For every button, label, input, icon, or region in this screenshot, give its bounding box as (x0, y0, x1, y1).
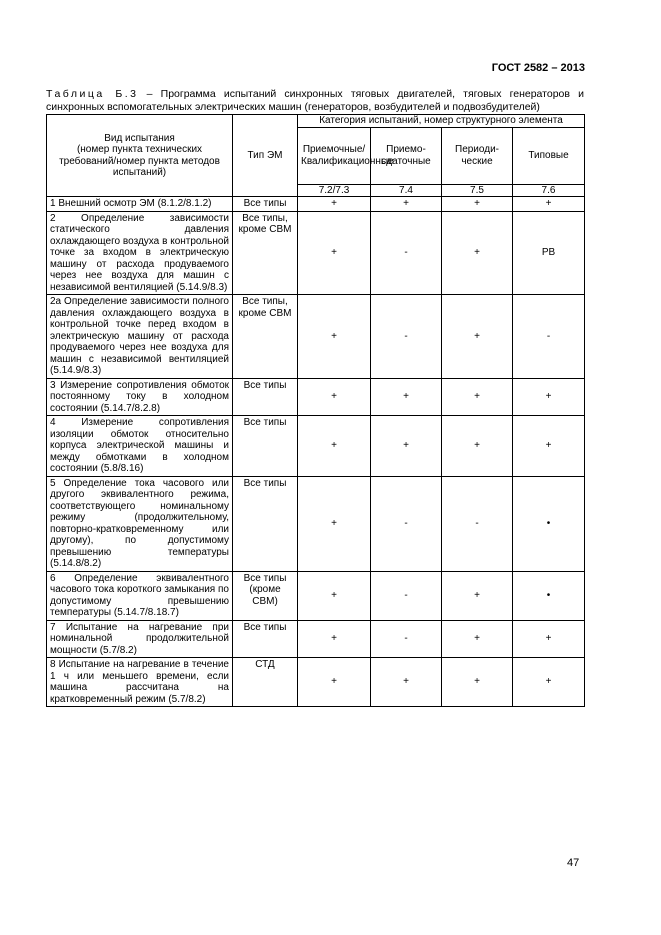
category-2-value: + (371, 197, 442, 212)
machine-type-cell: Все типы (233, 476, 298, 571)
category-1-value: + (298, 416, 371, 477)
category-3-value: - (442, 476, 513, 571)
table-row (47, 571, 585, 620)
category-3-value: + (442, 416, 513, 477)
category-4-value: + (513, 416, 585, 477)
machine-type-cell: Все типы, кроме СВМ (233, 295, 298, 379)
category-number-1: 7.2/7.3 (298, 184, 371, 197)
test-name-cell: 4 Измерение сопротивления изоляции обмоток относительно корпуса электрической машины и между обмотками в холодном состоянии (5.8/8.16) (47, 416, 233, 477)
table-row (47, 295, 585, 379)
category-3-value: + (442, 211, 513, 295)
machine-type-cell: Все типы (кроме СВМ) (233, 571, 298, 620)
machine-type-cell: Все типы (233, 197, 298, 212)
category-1-value: + (298, 571, 371, 620)
table-header-row (47, 115, 585, 128)
category-2-value: - (371, 476, 442, 571)
caption-label: Таблица Б.3 (46, 88, 139, 100)
table-row (47, 211, 585, 295)
machine-type-cell: Все типы (233, 378, 298, 416)
category-1-value: + (298, 476, 371, 571)
category-4-value: + (513, 197, 585, 212)
col-header-type: Тип ЭМ (233, 115, 298, 197)
table-row (47, 378, 585, 416)
col-header-test-text: Вид испытания (номер пункта технических требований/номер пункта методов испытаний) (59, 132, 220, 178)
category-4-value: • (513, 571, 585, 620)
category-1-value: + (298, 620, 371, 658)
table-row (47, 620, 585, 658)
category-2-value: + (371, 378, 442, 416)
category-number-2: 7.4 (371, 184, 442, 197)
category-4-value: • (513, 476, 585, 571)
test-name-cell: 7 Испытание на нагревание при номинальной продолжительной мощности (5.7/8.2) (47, 620, 233, 658)
table-row (47, 476, 585, 571)
test-name-cell: 1 Внешний осмотр ЭМ (8.1.2/8.1.2) (47, 197, 233, 212)
test-name-cell: 2 Определение зависимости статического давления охлаждающего воздуха в контрольной точке за входом в электрическую машину от расхода продуваемого через нее воздуха для машин с независимой вентиляцией (5.14.9/8.3) (47, 211, 233, 295)
machine-type-cell: Все типы (233, 620, 298, 658)
category-3-value: + (442, 295, 513, 379)
category-1-value: + (298, 295, 371, 379)
category-4: Типовые (513, 127, 585, 184)
category-4-value: - (513, 295, 585, 379)
category-2-value: - (371, 571, 442, 620)
category-2-value: + (371, 658, 442, 707)
machine-type-cell: СТД (233, 658, 298, 707)
category-3-value: + (442, 658, 513, 707)
category-1-value: + (298, 211, 371, 295)
category-1: Приемочные/Квалификационные (298, 127, 371, 184)
table-body (47, 197, 585, 707)
category-3-value: + (442, 571, 513, 620)
category-2-value: + (371, 416, 442, 477)
table-row (47, 416, 585, 477)
machine-type-cell: Все типы (233, 416, 298, 477)
category-number-3: 7.5 (442, 184, 513, 197)
document-header: ГОСТ 2582 – 2013 (491, 62, 585, 74)
category-4-value: + (513, 378, 585, 416)
test-name-cell: 3 Измерение сопротивления обмоток постоянному току в холодном состоянии (5.14.7/8.2.8) (47, 378, 233, 416)
category-number-4: 7.6 (513, 184, 585, 197)
category-1-value: + (298, 658, 371, 707)
category-4-value: + (513, 658, 585, 707)
category-3-value: + (442, 620, 513, 658)
page-number: 47 (567, 857, 580, 869)
category-4-value: РВ (513, 211, 585, 295)
category-2-value: - (371, 295, 442, 379)
category-2-value: - (371, 211, 442, 295)
machine-type-cell: Все типы, кроме СВМ (233, 211, 298, 295)
category-1-value: + (298, 378, 371, 416)
test-name-cell: 6 Определение эквивалентного часового тока короткого замыкания по допустимому превышению температуры (5.14.7/8.18.7) (47, 571, 233, 620)
test-name-cell: 8 Испытание на нагревание в течение 1 ч или меньшего времени, если машина рассчитана на кратковременный режим (5.7/8.2) (47, 658, 233, 707)
test-name-cell: 5 Определение тока часового или другого эквивалентного режима, соответствующего номинальному режиму (продолжительному, повторно-кратковременному или другому), по допустимому превышению температуры (5.14.8/8.2) (47, 476, 233, 571)
category-2: Приемо-сдаточные (371, 127, 442, 184)
col-header-test (47, 115, 233, 197)
test-program-table (46, 114, 585, 707)
category-header: Категория испытаний, номер структурного элемента (298, 115, 585, 128)
category-3-value: + (442, 378, 513, 416)
category-1-value: + (298, 197, 371, 212)
category-3: Периоди-ческие (442, 127, 513, 184)
table-row (47, 197, 585, 212)
test-name-cell: 2а Определение зависимости полного давления охлаждающего воздуха в контрольной точке перед входом в электрическую машину от расхода продуваемого через нее воздуха для машин с независимой вентиляцией (5.14.9/8.3) (47, 295, 233, 379)
category-3-value: + (442, 197, 513, 212)
caption-text: – Программа испытаний синхронных тяговых двигателей, тяговых генераторов и синхронных вспомогательных электрических машин (генераторов, возбудителей и подвозбудителей) (46, 88, 584, 113)
table-caption (46, 88, 584, 113)
category-2-value: - (371, 620, 442, 658)
category-4-value: + (513, 620, 585, 658)
table-row (47, 658, 585, 707)
